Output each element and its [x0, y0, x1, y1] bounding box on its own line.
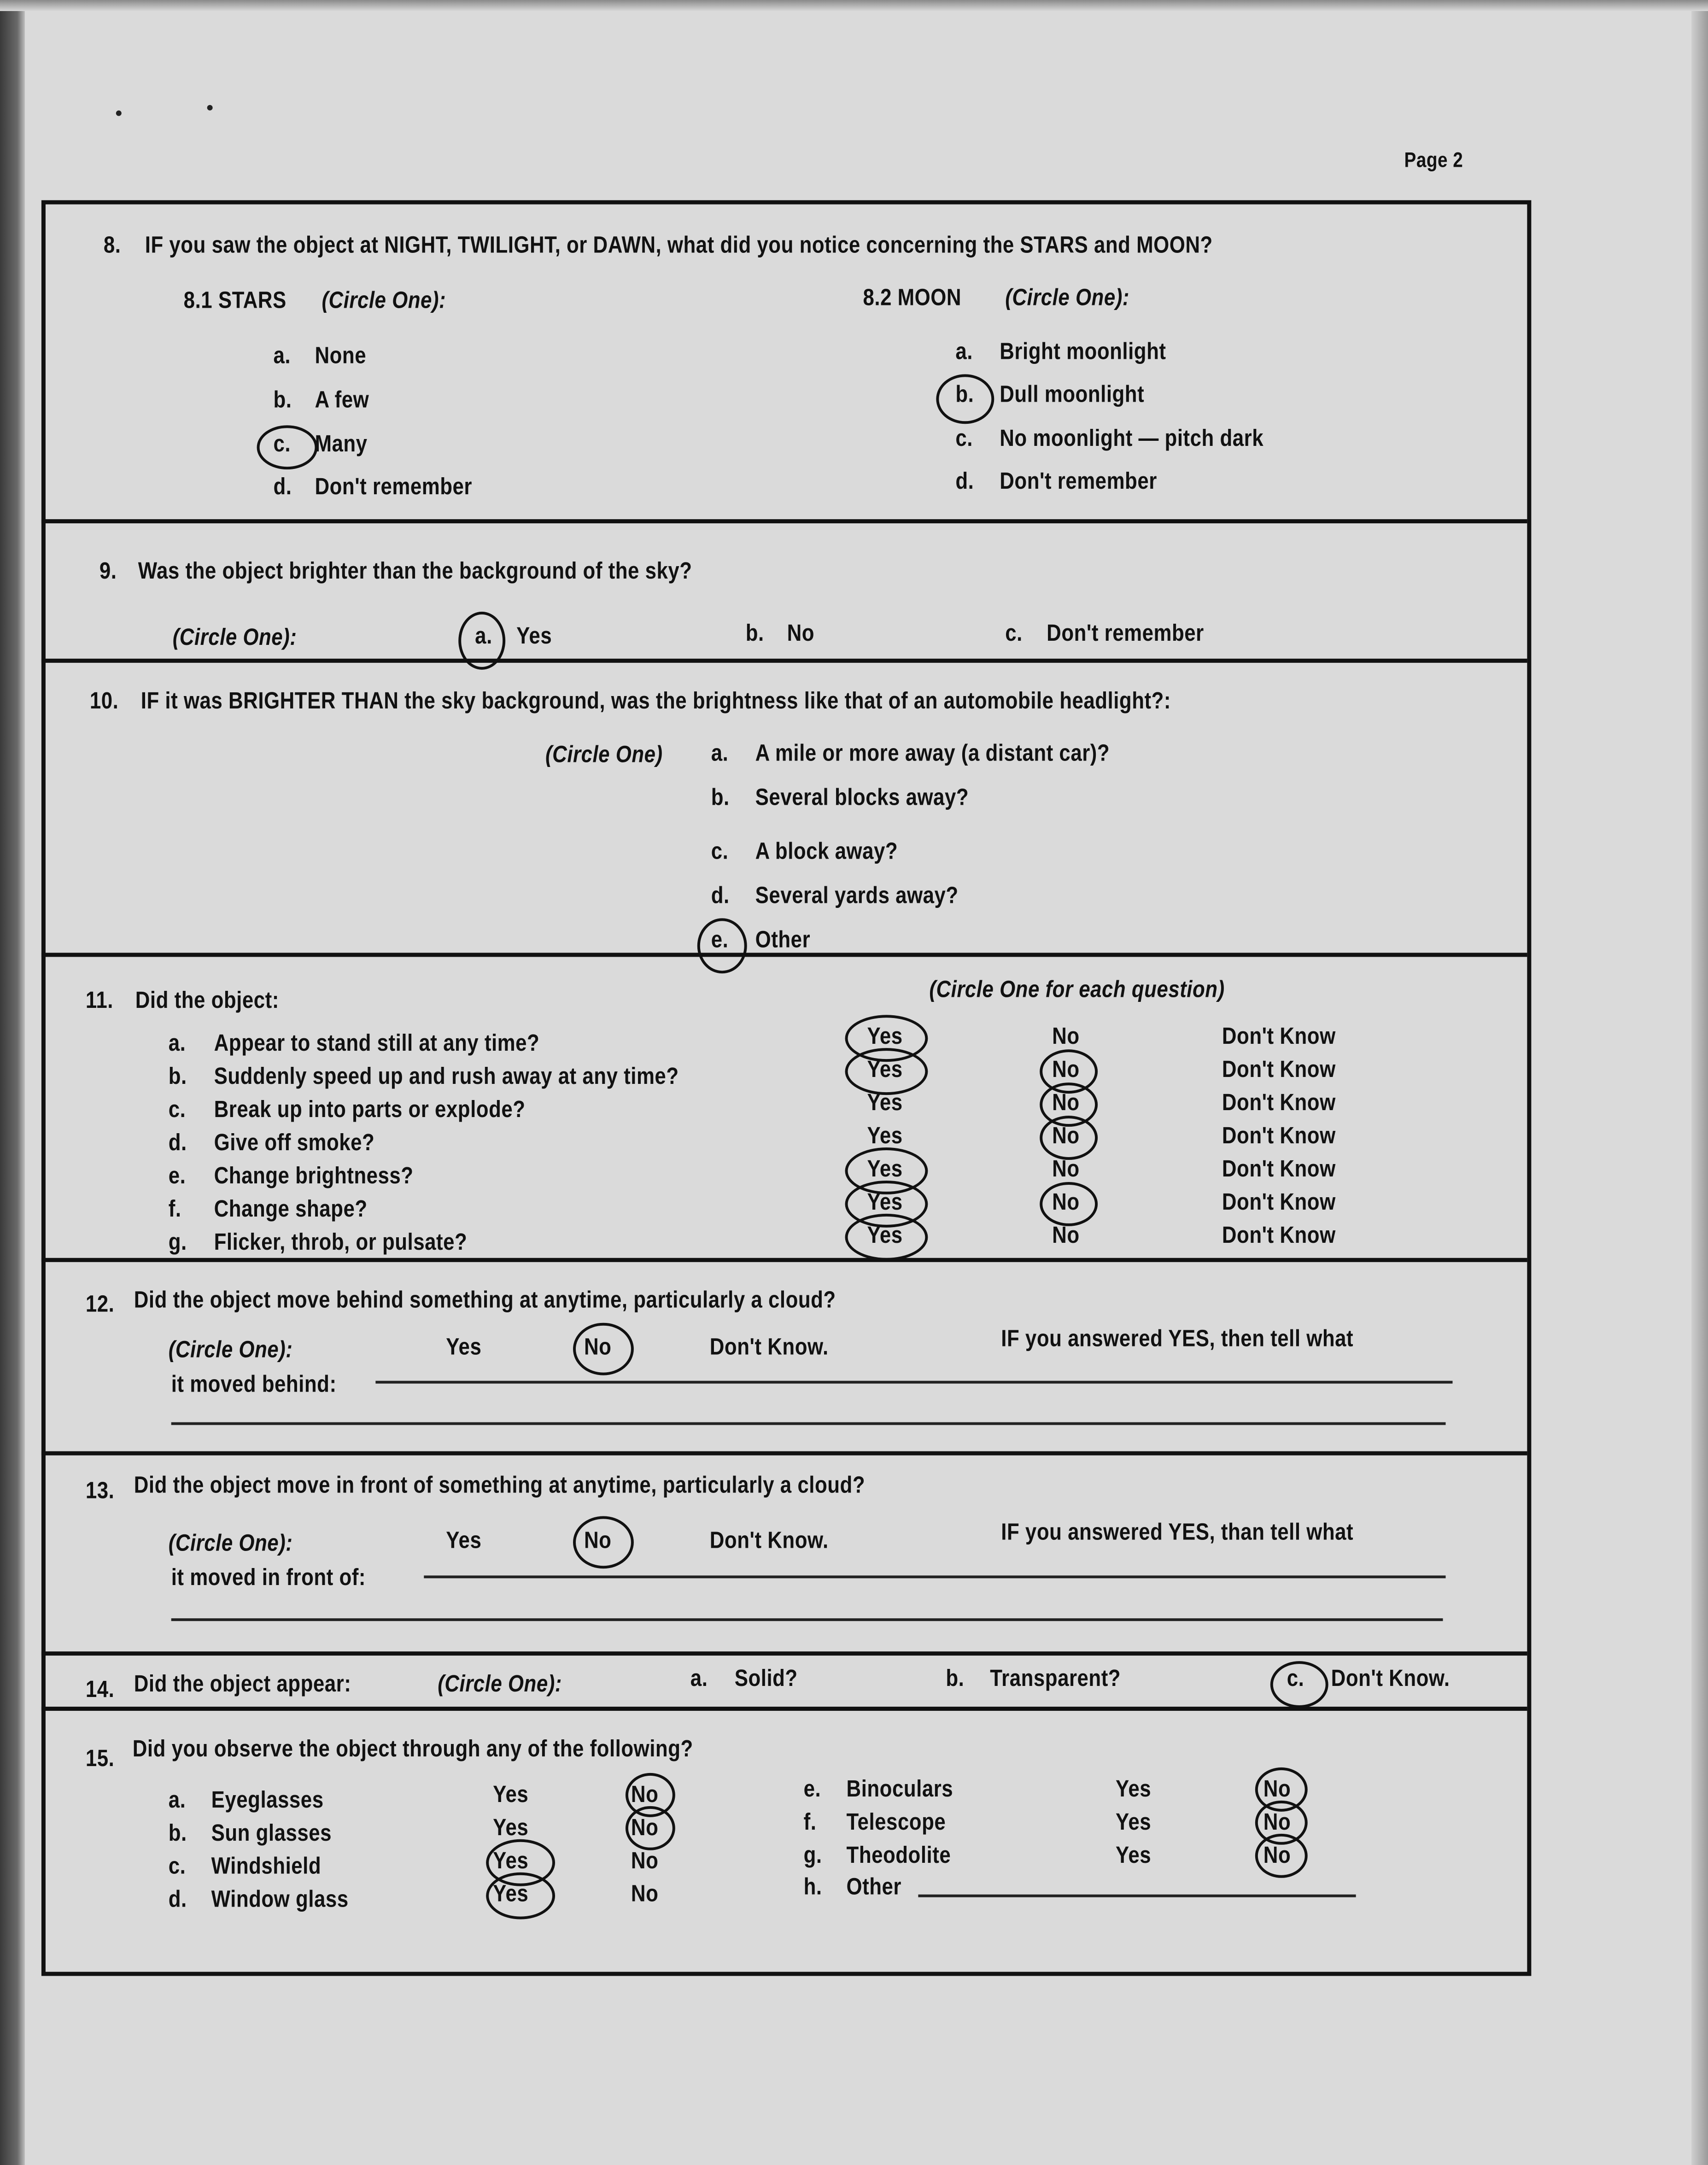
row-text: Windshield — [211, 1853, 322, 1879]
row-text: Sun glasses — [211, 1820, 332, 1846]
answer-circle-mark — [845, 1214, 928, 1261]
row-letter: a. — [168, 1030, 186, 1057]
question-text: Was the object brighter than the background of the sky? — [138, 558, 692, 584]
option-letter: b. — [946, 1665, 965, 1692]
option-letter: a. — [475, 622, 492, 649]
option-letter: b. — [711, 784, 730, 811]
scan-edge-top — [0, 0, 1708, 11]
choice-label: Don't Know — [1222, 1123, 1336, 1149]
moved-behind-field[interactable] — [375, 1381, 1452, 1383]
row-letter: e. — [803, 1775, 821, 1802]
option-letter: a. — [273, 342, 291, 369]
option-label: Dull moonlight — [1000, 381, 1145, 408]
choice-label: Don't Know — [1222, 1155, 1336, 1182]
instruction: (Circle One for each question) — [929, 976, 1225, 1003]
choice-label: No — [631, 1814, 659, 1841]
answer-circle-mark — [1040, 1182, 1098, 1226]
answer-circle-mark — [573, 1323, 634, 1375]
instruction: (Circle One): — [168, 1530, 293, 1556]
option-label: Yes — [516, 622, 552, 649]
option-label: Yes — [446, 1334, 482, 1360]
choice-label: Yes — [867, 1123, 903, 1149]
row-text: Change shape? — [214, 1195, 368, 1222]
question-text: Did the object move in front of something at anytime, particularly a cloud? — [134, 1472, 866, 1498]
choice-label: Yes — [493, 1814, 529, 1841]
option-letter: d. — [273, 474, 292, 500]
option-letter: c. — [711, 838, 729, 865]
row-letter: g. — [168, 1229, 187, 1255]
answer-circle-mark — [1270, 1661, 1328, 1708]
option-letter: d. — [955, 468, 974, 495]
choice-label: No — [1052, 1123, 1080, 1149]
option-label: Don't Know. — [1331, 1665, 1450, 1692]
scan-speck — [207, 105, 213, 111]
choice-label: Yes — [1116, 1842, 1152, 1868]
followup-text: IF you answered YES, then tell what — [1001, 1325, 1354, 1352]
question-text: Did you observe the object through any of the following? — [132, 1735, 693, 1762]
answer-circle-mark — [845, 1048, 928, 1095]
option-letter: b. — [745, 620, 764, 646]
option-letter: a. — [711, 740, 729, 767]
option-label: No — [787, 620, 815, 646]
row-letter: f. — [168, 1195, 181, 1222]
option-letter: a. — [955, 338, 973, 365]
question-text: Did the object appear: — [134, 1671, 351, 1697]
option-label: Several yards away? — [755, 882, 959, 909]
moon-label: 8.2 MOON — [863, 284, 962, 311]
choice-label: No — [1052, 1056, 1080, 1083]
instruction: (Circle One): — [168, 1336, 293, 1363]
option-letter: b. — [955, 381, 974, 408]
option-letter: d. — [711, 882, 730, 909]
option-label: No — [584, 1527, 612, 1554]
other-label: Other — [846, 1873, 902, 1900]
other-field[interactable] — [918, 1895, 1356, 1896]
option-label: Don't remember — [315, 474, 472, 500]
question-number: 11. — [85, 987, 113, 1014]
choice-label: Yes — [867, 1056, 903, 1083]
question-number: 15. — [85, 1745, 115, 1772]
row-text: Change brightness? — [214, 1162, 414, 1189]
option-label: Transparent? — [990, 1665, 1121, 1692]
option-label: Don't remember — [1000, 468, 1157, 495]
answer-circle-mark — [573, 1516, 634, 1568]
option-label: No — [584, 1334, 612, 1360]
choice-label: Don't Know — [1222, 1056, 1336, 1083]
choice-label: Yes — [867, 1023, 903, 1050]
choice-label: No — [631, 1847, 659, 1874]
section-divider — [41, 519, 1527, 523]
moved-in-front-field-line-2[interactable] — [171, 1618, 1443, 1620]
moon-instruction: (Circle One): — [1005, 284, 1129, 311]
choice-label: Yes — [493, 1847, 529, 1874]
option-letter: c. — [1287, 1665, 1304, 1692]
option-label: A block away? — [755, 838, 898, 865]
question-text: IF you saw the object at NIGHT, TWILIGHT, or DAWN, what did you notice concerning the STARS and MOON? — [145, 232, 1213, 258]
stars-instruction: (Circle One): — [322, 287, 446, 314]
row-letter: c. — [168, 1853, 186, 1879]
option-label: Several blocks away? — [755, 784, 969, 811]
choice-label: No — [631, 1781, 659, 1808]
row-text: Telescope — [846, 1808, 946, 1835]
choice-label: No — [1052, 1188, 1080, 1215]
option-label: Solid? — [734, 1665, 798, 1692]
choice-label: No — [1052, 1155, 1080, 1182]
scan-edge-right — [1691, 0, 1708, 2165]
stars-label: 8.1 STARS — [183, 287, 287, 314]
choice-label: No — [1052, 1023, 1080, 1050]
choice-label: Yes — [867, 1155, 903, 1182]
choice-label: Don't Know — [1222, 1222, 1336, 1248]
instruction: (Circle One): — [172, 624, 297, 650]
row-text: Suddenly speed up and rush away at any time? — [214, 1063, 679, 1090]
answer-circle-mark — [1040, 1116, 1098, 1160]
option-letter: c. — [955, 425, 973, 452]
choice-label: No — [1263, 1808, 1291, 1835]
section-divider — [41, 659, 1527, 663]
answer-circle-mark — [257, 425, 318, 469]
row-text: Break up into parts or explode? — [214, 1096, 526, 1123]
option-label: Many — [315, 431, 368, 457]
row-text: Give off smoke? — [214, 1129, 375, 1156]
field-label: it moved in front of: — [171, 1564, 366, 1591]
scan-edge-left — [0, 0, 25, 2165]
choice-label: Yes — [867, 1089, 903, 1116]
option-label: Don't Know. — [709, 1334, 829, 1360]
row-letter: d. — [168, 1129, 187, 1156]
followup-text: IF you answered YES, than tell what — [1001, 1519, 1354, 1545]
option-label: Don't remember — [1047, 620, 1204, 646]
row-letter: b. — [168, 1063, 187, 1090]
option-label: No moonlight — pitch dark — [1000, 425, 1264, 452]
page-label: Page 2 — [1404, 149, 1463, 173]
choice-label: No — [1263, 1775, 1291, 1802]
question-number: 10. — [89, 687, 119, 714]
choice-label: No — [1052, 1222, 1080, 1248]
question-text: IF it was BRIGHTER THAN the sky background, was the brightness like that of an automobile headlight?: — [140, 687, 1171, 714]
instruction: (Circle One) — [545, 741, 663, 768]
row-text: Binoculars — [846, 1775, 953, 1802]
row-letter: c. — [168, 1096, 186, 1123]
choice-label: Yes — [867, 1188, 903, 1215]
section-divider — [41, 1651, 1527, 1656]
row-letter: g. — [803, 1842, 822, 1868]
scan-speck — [116, 111, 122, 116]
option-label: Bright moonlight — [1000, 338, 1166, 365]
row-text: Window glass — [211, 1886, 349, 1913]
row-letter: a. — [168, 1786, 186, 1813]
choice-label: No — [1052, 1089, 1080, 1116]
row-text: Flicker, throb, or pulsate? — [214, 1229, 468, 1255]
answer-circle-mark — [936, 374, 994, 424]
row-letter: b. — [168, 1820, 187, 1846]
instruction: (Circle One): — [438, 1671, 562, 1697]
row-letter: f. — [803, 1808, 817, 1835]
row-text: Appear to stand still at any time? — [214, 1030, 540, 1057]
option-label: Yes — [446, 1527, 482, 1554]
option-letter: e. — [711, 926, 729, 953]
moved-in-front-field[interactable] — [424, 1575, 1445, 1577]
section-divider — [41, 1258, 1527, 1262]
choice-label: No — [631, 1880, 659, 1907]
row-letter: e. — [168, 1162, 186, 1189]
question-text: Did the object: — [135, 987, 279, 1014]
choice-label: Yes — [493, 1880, 529, 1907]
choice-label: Don't Know — [1222, 1023, 1336, 1050]
option-letter: c. — [273, 431, 291, 457]
choice-label: Don't Know — [1222, 1188, 1336, 1215]
section-divider — [41, 1451, 1527, 1455]
choice-label: Yes — [493, 1781, 529, 1808]
row-text: Theodolite — [846, 1842, 951, 1868]
question-number: 12. — [85, 1291, 115, 1317]
question-number: 8. — [103, 232, 121, 258]
answer-circle-mark — [486, 1872, 555, 1919]
choice-label: No — [1263, 1842, 1291, 1868]
option-label: A few — [315, 386, 369, 413]
other-letter: h. — [803, 1873, 822, 1900]
option-letter: c. — [1005, 620, 1023, 646]
option-label: None — [315, 342, 367, 369]
answer-circle-mark — [697, 918, 747, 973]
option-label: Other — [755, 926, 811, 953]
option-label: A mile or more away (a distant car)? — [755, 740, 1110, 767]
row-letter: d. — [168, 1886, 187, 1913]
row-text: Eyeglasses — [211, 1786, 324, 1813]
question-number: 9. — [99, 558, 117, 584]
choice-label: Yes — [867, 1222, 903, 1248]
question-number: 14. — [85, 1676, 115, 1703]
question-number: 13. — [85, 1477, 115, 1504]
answer-circle-mark — [626, 1806, 675, 1850]
answer-circle-mark — [458, 612, 505, 670]
option-letter: b. — [273, 386, 292, 413]
moved-behind-field-line-2[interactable] — [171, 1422, 1446, 1424]
question-text: Did the object move behind something at anytime, particularly a cloud? — [134, 1287, 836, 1313]
option-letter: a. — [690, 1665, 708, 1692]
choice-label: Yes — [1116, 1775, 1152, 1802]
answer-circle-mark — [1255, 1834, 1308, 1878]
choice-label: Don't Know — [1222, 1089, 1336, 1116]
choice-label: Yes — [1116, 1808, 1152, 1835]
field-label: it moved behind: — [171, 1371, 337, 1398]
option-label: Don't Know. — [709, 1527, 829, 1554]
